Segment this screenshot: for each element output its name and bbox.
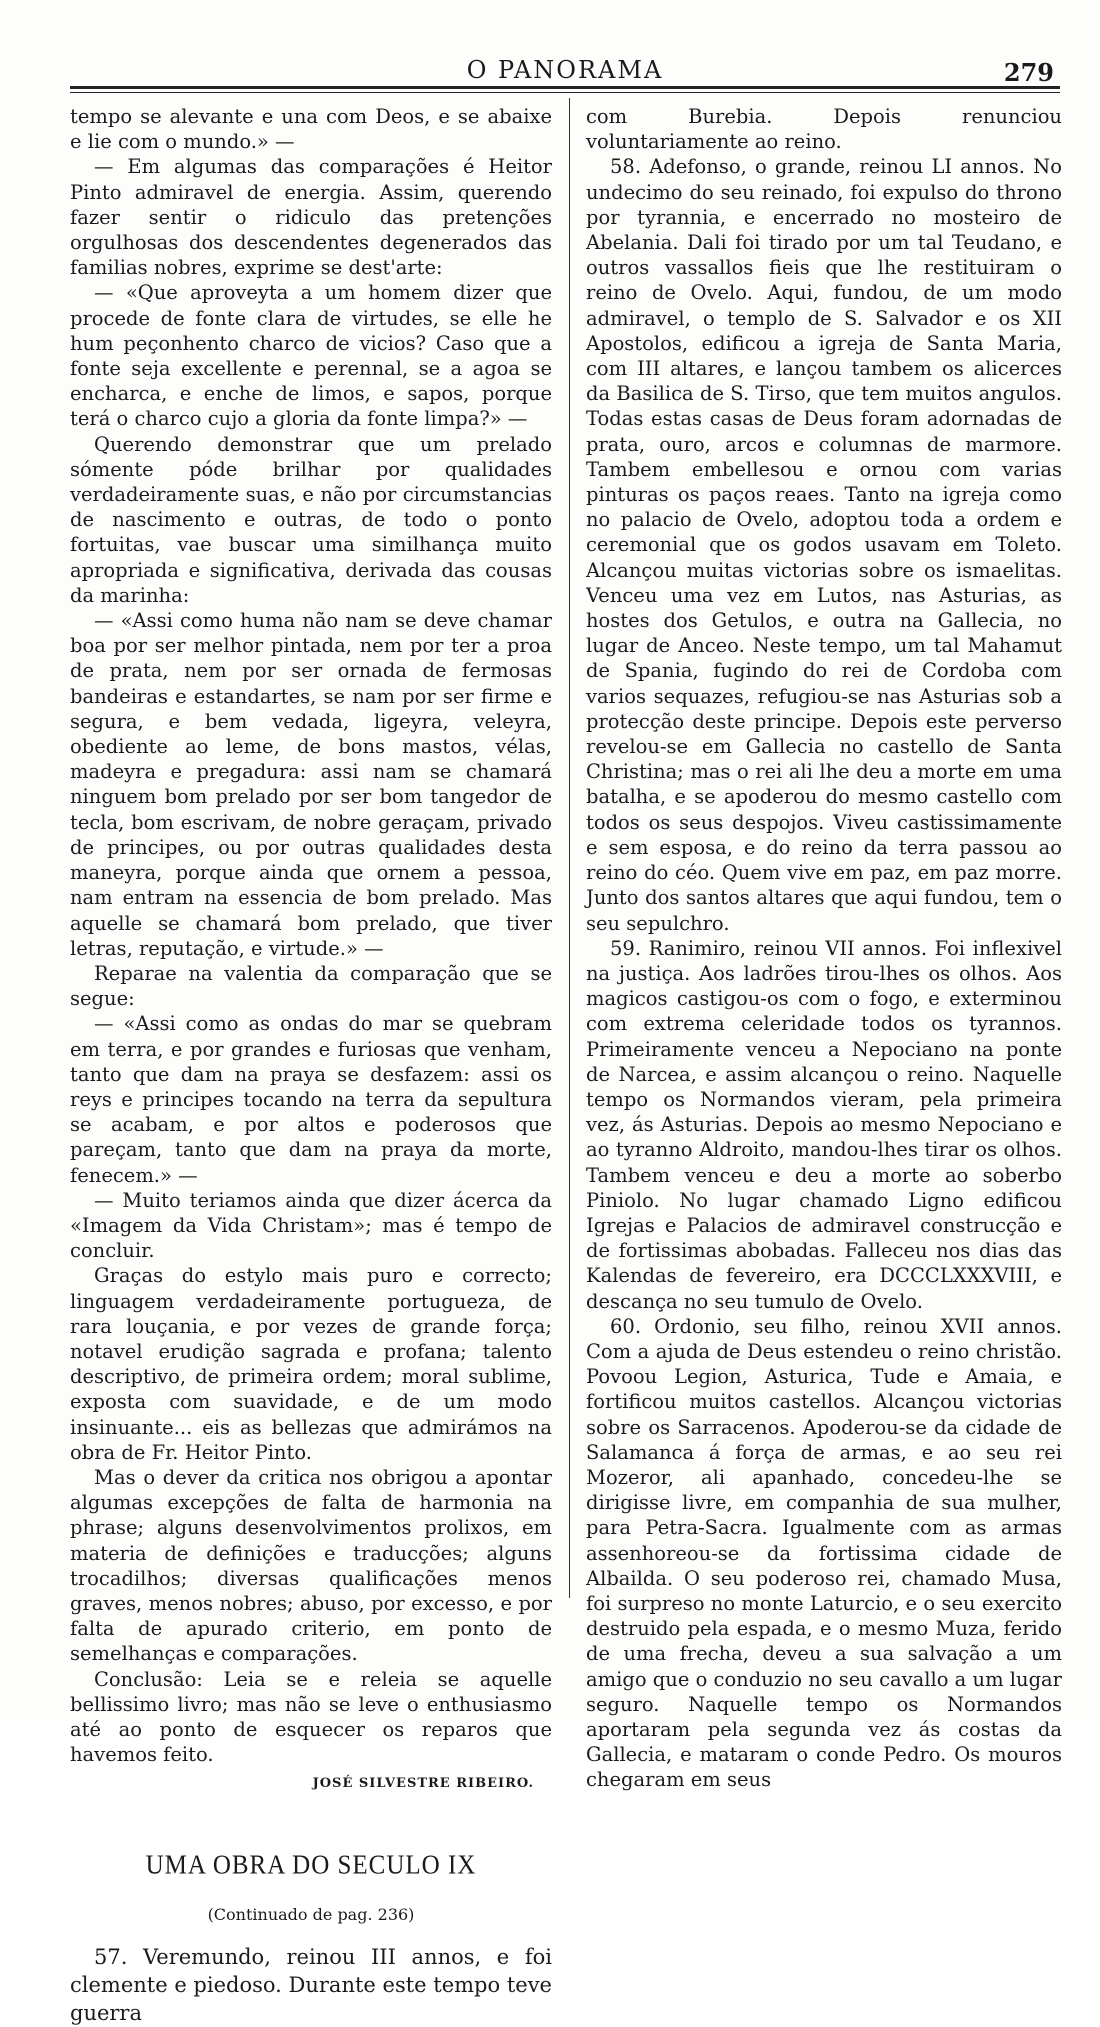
section-subtitle: (Continuado de pag. 236)	[207, 1904, 415, 1924]
paragraph: Reparae na valentia da comparação que se segue:	[70, 961, 552, 1011]
header-rule	[70, 86, 1060, 89]
header-rule-thin	[70, 92, 1060, 93]
paragraph: com Burebia. Depois renunciou voluntariamente ao reino.	[586, 105, 1062, 154]
paragraph: — Em algumas das comparações é Heitor Pinto admiravel de energia. Assim, querendo fazer sentir o ridiculo das pretenções orgulhosas dos descendentes degenerados das familias nobres, exprime se dest'arte:	[70, 155, 552, 280]
page-header	[70, 56, 1060, 87]
paragraph: 59. Ranimiro, reinou VII annos. Foi inflexivel na justiça. Aos ladrões tirou-lhes os olhos. Aos magicos castigou-os com o fogo, e exterminou com extrema celeridade todos os tyrannos. Primeiramente venceu a Nepociano na ponte de Narcea, e assim alcançou o reino. Naquelle tempo os Normandos vieram, pela primeira vez, ás Asturias. Depois ao mesmo Nepociano e ao tyranno Aldroito, mandou-lhes tirar os olhos. Tambem venceu e deu a morte ao soberbo Piniolo. No lugar chamado Ligno edificou Igrejas e Palacios de admiravel construcção e de fortissimas abobadas. Falleceu nos dias das Kalendas de fevereiro, era DCCCLXXXVIII, e descança no seu tumulo de Ovelo.	[586, 936, 1062, 1313]
paragraph: — «Que aproveyta a um homem dizer que procede de fonte clara de virtudes, se elle he hum peçonhento charco de vicios? Caso que a fonte seja excellente e perennal, se a agoa se encharca, e enche de limos, e sapos, porque terá o charco cujo a gloria da fonte limpa?» —	[70, 281, 552, 431]
publication-title: O PANORAMA	[466, 56, 664, 84]
paragraph: 58. Adefonso, o grande, reinou LI annos. No undecimo do seu reinado, foi expulso do throno por tyrannia, e encerrado no mosteiro de Abelania. Dali foi tirado por um tal Teudano, e outros vassallos fieis que lhe restituiram o reino de Ovelo. Aqui, fundou, de um modo admiravel, o templo de S. Salvador e os XII Apostolos, edificou a igreja de Santa Maria, com III altares, e lançou tambem os alicerces da Basilica de S. Tirso, que tem muitos angulos. Todas estas casas de Deus foram adornadas de prata, ouro, arcos e columnas de marmore. Tambem embellesou e ornou com varias pinturas os paços reaes. Tanto na igreja como no palacio de Ovelo, adoptou toda a ordem e ceremonial que os godos usavam em Toleto. Alcançou muitas victorias sobre os ismaelitas. Venceu uma vez em Lutos, nas Asturias, as hostes dos Getulos, e outra na Gallecia, no lugar de Anceo. Neste tempo, um tal Mahamut de Spania, fugindo do rei de Cordoba com varios sequazes, refugiou-se nas Asturias sob a protecção deste principe. Depois este perverso revelou-se em Gallecia no castello de Santa Christina; mas o rei ali lhe deu a morte em uma batalha, e se apoderou do mesmo castello com todos os seus despojos. Viveu castissimamente e sem esposa, e do reino da terra passou ao reino do céo. Quem vive em paz, em paz morre. Junto dos santos altares que aqui fundou, tem o seu sepulchro.	[586, 155, 1062, 935]
paragraph: tempo se alevante e una com Deos, e se abaixe e lie com o mundo.» —	[70, 105, 552, 154]
section-title: UMA OBRA DO SECULO IX	[145, 1850, 477, 1880]
left-column	[70, 104, 552, 2027]
column-divider	[569, 98, 570, 1598]
paragraph: — «Assi como as ondas do mar se quebram em terra, e por grandes e furiosas que venham, tanto que dam na praya se desfazem: assi os reys e principes tocando na terra da sepultura se acabam, e por altos e poderosos que pareçam, tanto que dam na praya da morte, fenecem.» —	[70, 1012, 552, 1187]
paragraph: 60. Ordonio, seu filho, reinou XVII annos. Com a ajuda de Deus estendeu o reino christão. Povoou Legion, Asturica, Tude e Amaia, e fortificou muitos castellos. Alcançou victorias sobre os Sarracenos. Apoderou-se da cidade de Salamanca á força de armas, e ao seu rei Mozeror, ali apanhado, concedeu-lhe se dirigisse livre, em companhia de sua mulher, para Petra-Sacra. Igualmente com as armas assenhoreou-se da fortissima cidade de Albailda. O seu poderoso rei, chamado Musa, foi surpreso no monte Laturcio, e o seu exercito destruido pela espada, e o mesmo Muza, ferido de uma frecha, deveu a sua salvação a um amigo que o conduzio no seu cavallo a um lugar seguro. Naquelle tempo os Normandos aportaram pela segunda vez ás costas da Gallecia, e mataram o conde Pedro. Os mouros chegaram em seus	[586, 1314, 1062, 1792]
paragraph: — Muito teriamos ainda que dizer ácerca da «Imagem da Vida Christam»; mas é tempo de concluir.	[70, 1188, 552, 1263]
page-number: 279	[1003, 58, 1054, 87]
paragraph: Mas o dever da critica nos obrigou a apontar algumas excepções de falta de harmonia na phrase; alguns desenvolvimentos prolixos, em materia de definições e traducções; alguns trocadilhos; diversas qualificações menos graves, menos nobres; abuso, por excesso, e por falta de apurado criterio, em ponto de semelhanças e comparações.	[70, 1465, 552, 1666]
paragraph: — «Assi como huma não nam se deve chamar boa por ser melhor pintada, nem por ter a proa de prata, nem por ser ornada de fermosas bandeiras e estandartes, se nam por ser firme e segura, e bem vedada, ligeyra, veleyra, obediente ao leme, de bons mastos, vélas, madeyra e pregadura: assi nam se chamará ninguem bom prelado por ser bom tangedor de tecla, bom escrivam, de nobre geraçam, privado de principes, ou por outras qualidades desta maneyra, porque ainda que ornem a pessoa, nam entram na essencia de bom prelado. Mas aquelle se chamará bom prelado, que tiver letras, reputação, e virtude.» —	[70, 609, 552, 960]
paragraph: Graças do estylo mais puro e correcto; linguagem verdadeiramente portugueza, de rara louçania, e por vezes de grande força; notavel erudição sagrada e profana; talento descriptivo, de primeira ordem; moral sublime, exposta com suavidade, e de um modo insinuante... eis as bellezas que admirámos na obra de Fr. Heitor Pinto.	[70, 1264, 552, 1464]
paragraph: Querendo demonstrar que um prelado sómente póde brilhar por qualidades verdadeiramente suas, e não por circumstancias de nascimento e outras, de todo o ponto fortuitas, vae buscar uma similhança muito apropriada e significativa, derivada das cousas da marinha:	[70, 432, 552, 607]
paragraph: 57. Veremundo, reinou III annos, e foi clemente e piedoso. Durante este tempo teve guerra	[70, 1945, 552, 2026]
author-signature: JOSÉ SILVESTRE RIBEIRO.	[312, 1776, 534, 1792]
right-column	[586, 104, 1062, 1793]
paragraph: Conclusão: Leia se e releia se aquelle bellissimo livro; mas não se leve o enthusiasmo até ao ponto de esquecer os reparos que havemos feito.	[70, 1667, 552, 1767]
